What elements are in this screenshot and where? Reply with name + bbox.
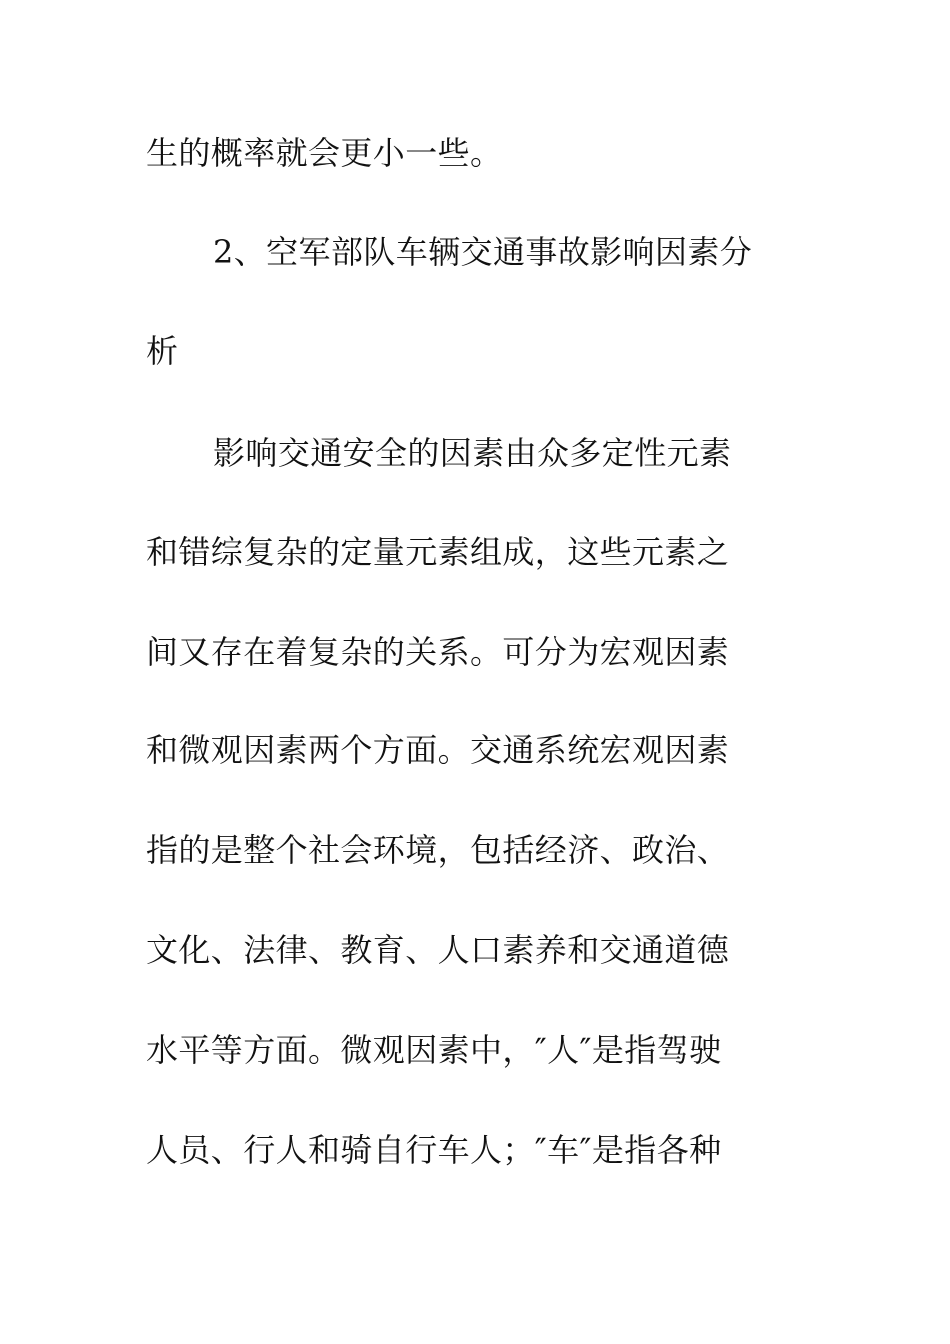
paragraph-line: 指的是整个社会环境，包括经济、政治、 — [146, 831, 730, 869]
paragraph-line: 和错综复杂的定量元素组成，这些元素之 — [146, 533, 730, 571]
section-heading-line: 析 — [146, 332, 179, 370]
paragraph-line: 文化、法律、教育、人口素养和交通道德 — [146, 931, 730, 969]
paragraph-line: 人员、行人和骑自行车人；″车″是指各种 — [146, 1131, 722, 1169]
paragraph-line: 影响交通安全的因素由众多定性元素 — [213, 434, 732, 472]
paragraph-line: 生的概率就会更小一些。 — [146, 134, 503, 172]
paragraph-line: 和微观因素两个方面。交通系统宏观因素 — [146, 731, 730, 769]
section-heading-line: 2、空军部队车辆交通事故影响因素分 — [213, 233, 753, 271]
paragraph-line: 间又存在着复杂的关系。可分为宏观因素 — [146, 633, 730, 671]
paragraph-line: 水平等方面。微观因素中，″人″是指驾驶 — [146, 1031, 722, 1069]
